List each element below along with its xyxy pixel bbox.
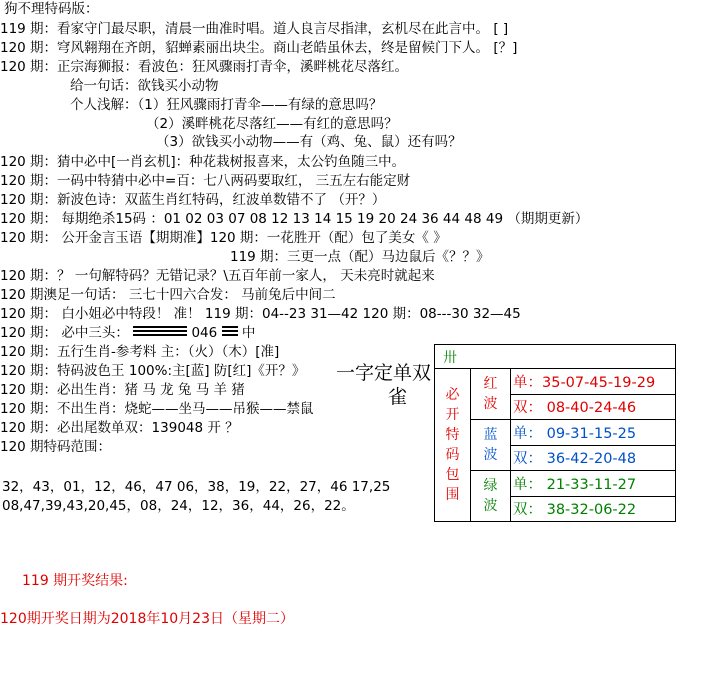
green-odd-row: 单： 21-33-11-27 <box>511 471 676 497</box>
range-line-1: 32，43，01，12，46，47 06，38，19，22，27，46 17,25 <box>2 479 391 495</box>
page-title: 狗不理特码版： <box>4 1 99 17</box>
overlay-text-2: 雀 <box>388 386 408 408</box>
side-char: 开 <box>445 407 460 423</box>
text-line-19: 120 期：必出生肖：猪 马 龙 兔 马 羊 猪 <box>0 382 245 398</box>
side-char: 包 <box>445 467 460 483</box>
text-line-20: 120 期：不出生肖：烧蛇——坐马——吊猴——禁鼠 <box>0 401 314 417</box>
text-line-15: 120 期澳足一句话： 三七十四六合发： 马前兔后中间二 <box>0 287 336 303</box>
text-line-2: 120 期：穹风翱翔在齐朗，貂蝉素丽出块尘。商山老皓虽休去，终是留候门下人。 [？] <box>0 40 518 56</box>
blue-wave-label <box>471 420 511 471</box>
text-line-13: 119 期：三更一点（配）马边鼠后《？？》 <box>230 249 490 265</box>
red-even-row: 双： 08-40-24-46 <box>511 394 676 420</box>
sanshou-number: 046 <box>191 325 218 341</box>
blue-even-row: 双： 36-42-20-48 <box>511 445 676 471</box>
text-line-7: （3）欲钱买小动物——有（鸡、兔、鼠）还有吗？ <box>156 134 462 150</box>
text-line-6: （2）溪畔桃花尽落红——有红的意思吗？ <box>146 116 398 132</box>
text-line-17: 120 期：五行生肖-参考料 主：（火）（木）[准] <box>0 344 280 360</box>
text-line-1: 119 期：看家守门最尽职，清晨一曲准时唱。道人良言尽指津，玄机尽在此言中。 [ ] <box>0 21 509 37</box>
side-label <box>435 369 471 522</box>
sanshou-line <box>0 324 255 342</box>
label-char: 波 <box>483 498 498 514</box>
text-line-18: 120 期：特码波色王 100%:主[蓝] 防[红]《开？》 <box>0 363 306 379</box>
draw-date: 120期开奖日期为2018年10月23日（星期二） <box>0 611 294 627</box>
overlay-text-1: 一字定单双 <box>336 362 432 384</box>
package-table <box>434 344 676 522</box>
text-line-3: 120 期：正宗海狮报：看波色：狂风骤雨打青伞，溪畔桃花尽落红。 <box>0 59 409 75</box>
side-char: 围 <box>445 487 460 503</box>
text-line-14: 120 期：？ 一句解特码？无错记录？\五百年前一家人， 天未亮时就起来 <box>0 268 435 284</box>
text-line-5: 个人浅解：（1）狂风骤雨打青伞——有绿的意思吗？ <box>70 97 383 113</box>
green-wave-label <box>471 471 511 522</box>
text-line-16: 120 期： 白小姐必中特段！ 准！ 119 期：04--23 31—42 120 期：08---30 32—45 <box>0 306 521 322</box>
text-line-22: 120 期特码范围： <box>0 439 112 455</box>
result-title: 119 期开奖结果: <box>22 573 128 589</box>
text-line-8: 120 期：猜中必中[一肖玄机]：种花栽树报喜来，太公钓鱼随三中。 <box>0 154 406 170</box>
side-char: 必 <box>445 387 460 403</box>
text-line-21: 120 期：必出尾数单双：139048 开 ？ <box>0 420 239 436</box>
text-line-12: 120 期： 公开金言玉语【期期准】120 期：一花胜开（配）包了美女《 》 <box>0 230 447 246</box>
sanshou-prefix: 120 期： 必中三头： <box>0 325 129 341</box>
label-char: 绿 <box>483 478 498 494</box>
text-line-9: 120 期：一码中特猜中必中=百：七八两码要取红， 三五左右能定财 <box>0 173 411 189</box>
text-line-11: 120 期： 每期绝杀15码 ：01 02 03 07 08 12 13 14 15 19 20 24 36 44 48 49 （期期更新） <box>0 211 589 227</box>
label-char: 波 <box>483 447 498 463</box>
text-line-4: 给一句话：欲钱买小动物 <box>70 78 219 94</box>
sanshou-suffix: 中 <box>241 325 256 341</box>
label-char: 红 <box>483 376 498 392</box>
table-header: 卅 <box>435 345 676 369</box>
side-char: 特 <box>445 427 460 443</box>
label-char: 蓝 <box>483 427 498 443</box>
label-char: 波 <box>483 396 498 412</box>
range-line-2: 08,47,39,43,20,45，08，24，12，36，44，26，22。 <box>2 498 355 514</box>
text-line-10: 120 期：新波色诗：双蓝生肖红特码，红波单数错不了 （开？） <box>0 192 386 208</box>
barcode-mark <box>133 326 187 338</box>
barcode-mark-2 <box>222 326 238 338</box>
red-odd-row: 单：35-07-45-19-29 <box>511 369 676 395</box>
side-char: 码 <box>445 447 460 463</box>
green-even-row: 双： 38-32-06-22 <box>511 496 676 522</box>
red-wave-label <box>471 369 511 420</box>
blue-odd-row: 单： 09-31-15-25 <box>511 420 676 446</box>
